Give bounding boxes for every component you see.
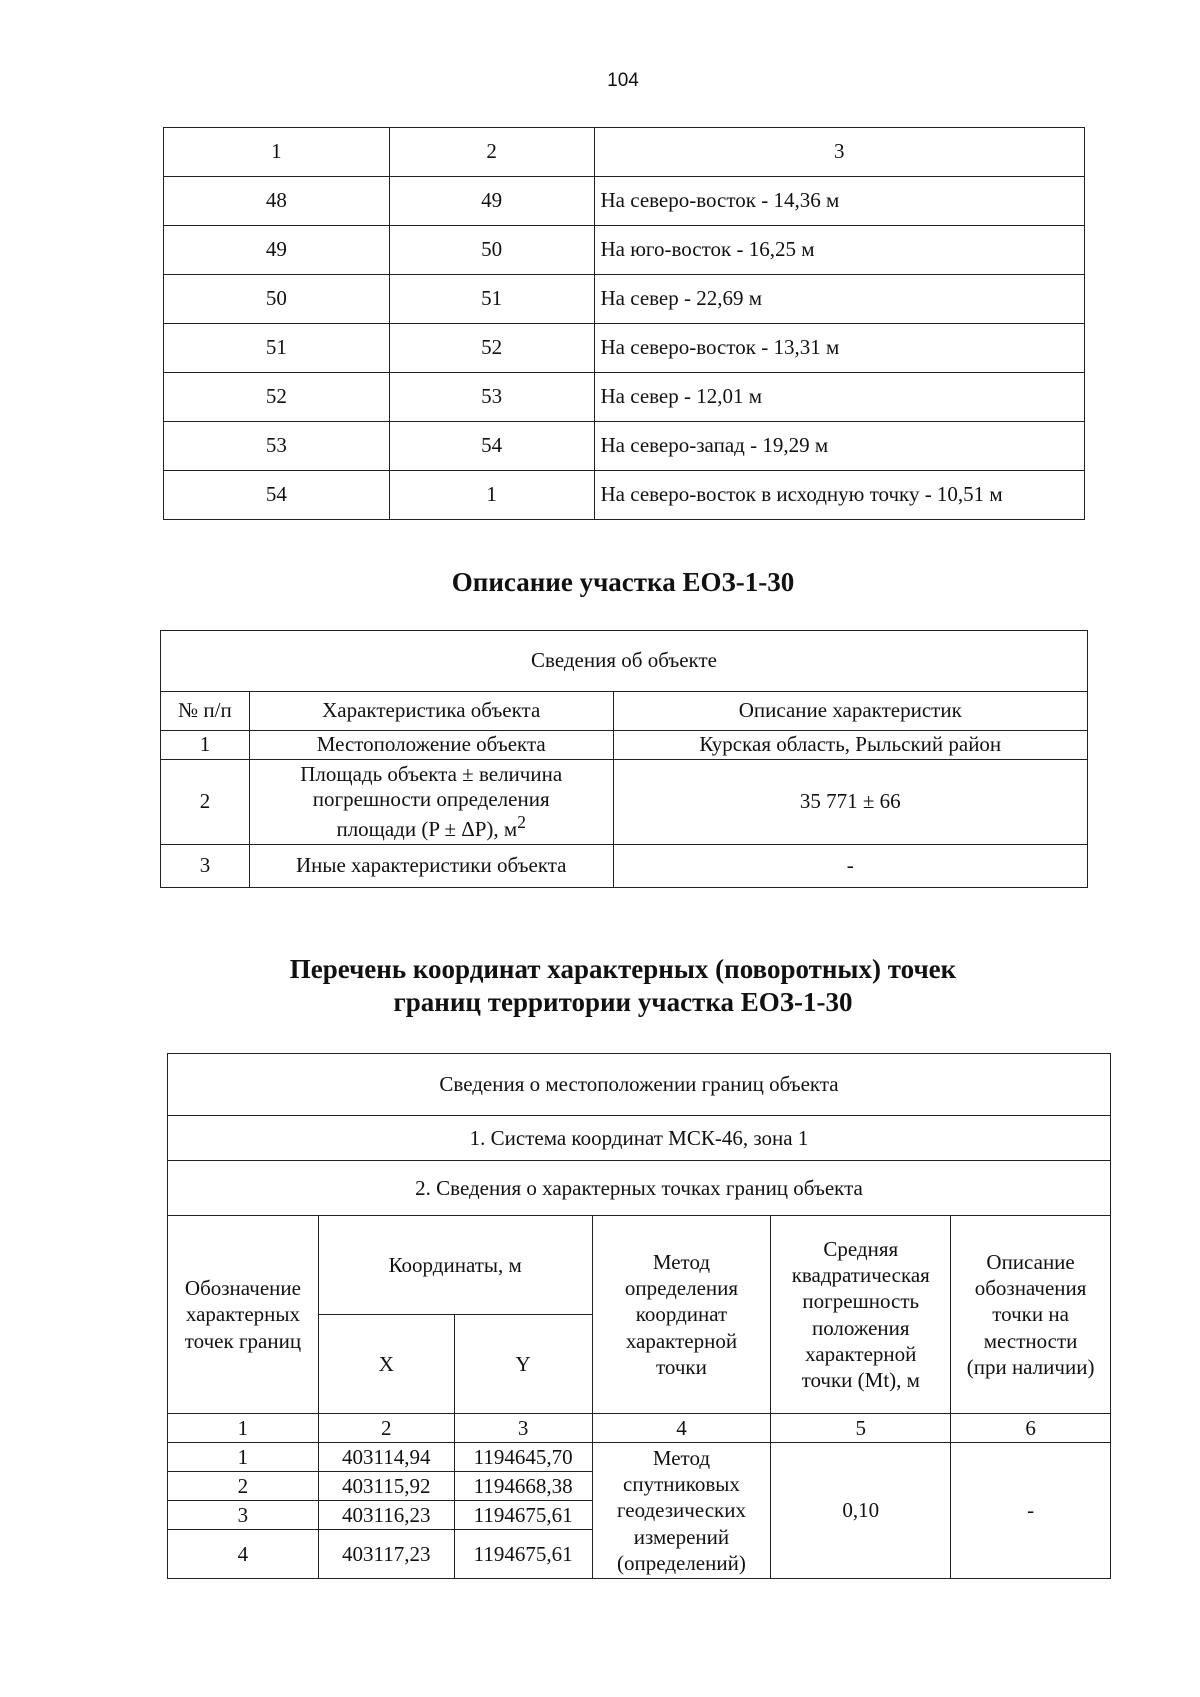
- header-line: Метод: [652, 1249, 711, 1274]
- direction-description: На северо-восток - 13,31 м: [594, 324, 1085, 373]
- table-row: [164, 422, 1085, 471]
- description-header: [951, 1216, 1111, 1414]
- x-coordinate: 403117,23: [318, 1530, 454, 1579]
- header-line: точек границ: [184, 1328, 302, 1353]
- from-point: 49: [164, 226, 390, 275]
- method-line: спутниковых: [623, 1472, 740, 1497]
- header-line: Средняя: [823, 1236, 899, 1261]
- point-number: 3: [168, 1501, 319, 1530]
- header-line: точки (Mt), м: [801, 1368, 920, 1392]
- to-point: 1: [389, 471, 594, 520]
- characteristic-name-line: [256, 812, 607, 842]
- table-row: [168, 1443, 1111, 1472]
- column-number: 5: [771, 1414, 951, 1443]
- method-line: геодезических: [616, 1498, 746, 1523]
- header-line: квадратическая: [791, 1263, 930, 1287]
- y-coordinate: 1194645,70: [454, 1443, 592, 1472]
- method-header: [592, 1216, 771, 1414]
- column-header: № п/п: [161, 692, 250, 731]
- characteristic-name-line: погрешности определения: [312, 786, 550, 811]
- x-coordinate: 403114,94: [318, 1443, 454, 1472]
- x-coordinate: 403116,23: [318, 1501, 454, 1530]
- page-number: 104: [607, 70, 639, 91]
- header-line: местности: [983, 1328, 1078, 1353]
- object-info-table: [160, 630, 1088, 888]
- column-number: 2: [389, 128, 594, 177]
- column-number-row: [168, 1414, 1111, 1443]
- header-line: характерных: [185, 1302, 300, 1327]
- coordinates-table: [167, 1053, 1111, 1579]
- table-row: [164, 226, 1085, 275]
- header-line: обозначения: [974, 1276, 1087, 1301]
- table-row: [164, 324, 1085, 373]
- from-point: 48: [164, 177, 390, 226]
- header-line: характерной: [805, 1341, 917, 1366]
- route-table: [163, 127, 1085, 520]
- row-number: 2: [161, 760, 250, 845]
- header-line: точки на: [992, 1302, 1069, 1327]
- table-caption: 1. Система координат МСК-46, зона 1: [168, 1116, 1111, 1161]
- section-title-line: границ территории участка ЕОЗ-1-30: [393, 987, 853, 1017]
- header-line: положения: [811, 1315, 910, 1340]
- direction-description: На север - 22,69 м: [594, 275, 1085, 324]
- column-number: 1: [164, 128, 390, 177]
- y-coordinate: 1194668,38: [454, 1472, 592, 1501]
- unit-superscript: 2: [517, 812, 526, 833]
- table-caption: Сведения об объекте: [161, 631, 1088, 692]
- table-caption: 2. Сведения о характерных точках границ объекта: [168, 1161, 1111, 1216]
- characteristic-value: -: [613, 845, 1087, 888]
- method-line: (определений): [617, 1550, 746, 1575]
- row-number: 3: [161, 845, 250, 888]
- coordinates-header: Координаты, м: [318, 1216, 592, 1315]
- column-number: 2: [318, 1414, 454, 1443]
- header-line: (при наличии): [966, 1354, 1095, 1379]
- method-value: [592, 1443, 771, 1579]
- table-header-row: [164, 128, 1085, 177]
- characteristic-name: Местоположение объекта: [249, 731, 613, 760]
- table-header-row: [168, 1216, 1111, 1315]
- point-number: 2: [168, 1472, 319, 1501]
- y-header: Y: [454, 1315, 592, 1414]
- x-coordinate: 403115,92: [318, 1472, 454, 1501]
- characteristic-name-line: Площадь объекта ± величина: [300, 761, 563, 786]
- header-line: характерной: [625, 1328, 738, 1353]
- point-number: 1: [168, 1443, 319, 1472]
- method-line: Метод: [652, 1445, 711, 1470]
- to-point: 51: [389, 275, 594, 324]
- table-row: [161, 760, 1088, 845]
- table-header-row: [161, 692, 1088, 731]
- table-row: [164, 275, 1085, 324]
- to-point: 53: [389, 373, 594, 422]
- table-row: [161, 731, 1088, 760]
- table-row: [164, 471, 1085, 520]
- x-header: X: [318, 1315, 454, 1414]
- to-point: 52: [389, 324, 594, 373]
- to-point: 50: [389, 226, 594, 275]
- table-row: [164, 177, 1085, 226]
- table-caption: Сведения о местоположении границ объекта: [168, 1054, 1111, 1116]
- from-point: 52: [164, 373, 390, 422]
- header-line: определения: [624, 1276, 739, 1301]
- y-coordinate: 1194675,61: [454, 1501, 592, 1530]
- from-point: 54: [164, 471, 390, 520]
- description-value: -: [951, 1443, 1111, 1579]
- header-line: погрешность: [802, 1289, 920, 1314]
- from-point: 50: [164, 275, 390, 324]
- column-header: Описание характеристик: [613, 692, 1087, 731]
- error-header: [771, 1216, 951, 1414]
- method-line: измерений: [633, 1524, 730, 1549]
- column-number: 4: [592, 1414, 771, 1443]
- table-row: [161, 845, 1088, 888]
- to-point: 49: [389, 177, 594, 226]
- section-title: [0, 953, 1200, 1019]
- from-point: 51: [164, 324, 390, 373]
- direction-description: На северо-восток в исходную точку - 10,51 м: [594, 471, 1085, 520]
- characteristic-value: Курская область, Рыльский район: [613, 731, 1087, 760]
- characteristic-name: [249, 760, 613, 845]
- direction-description: На север - 12,01 м: [594, 373, 1085, 422]
- direction-description: На северо-восток - 14,36 м: [594, 177, 1085, 226]
- section-title: Описание участка ЕОЗ-1-30: [451, 567, 795, 597]
- y-coordinate: 1194675,61: [454, 1530, 592, 1579]
- column-number: 3: [594, 128, 1085, 177]
- characteristic-value: 35 771 ± 66: [613, 760, 1087, 845]
- to-point: 54: [389, 422, 594, 471]
- column-number: 6: [951, 1414, 1111, 1443]
- column-header: Характеристика объекта: [249, 692, 613, 731]
- point-header: [168, 1216, 319, 1414]
- direction-description: На юго-восток - 16,25 м: [594, 226, 1085, 275]
- header-line: Описание: [986, 1249, 1075, 1274]
- direction-description: На северо-запад - 19,29 м: [594, 422, 1085, 471]
- table-row: [164, 373, 1085, 422]
- header-line: Обозначение: [184, 1276, 301, 1301]
- section-title-line: Перечень координат характерных (поворотных) точек: [289, 954, 957, 984]
- from-point: 53: [164, 422, 390, 471]
- header-line: точки: [656, 1354, 707, 1379]
- row-number: 1: [161, 731, 250, 760]
- characteristic-name-text: площади (P ± ΔP), м: [336, 817, 518, 842]
- column-number: 3: [454, 1414, 592, 1443]
- characteristic-name: Иные характеристики объекта: [249, 845, 613, 888]
- column-number: 1: [168, 1414, 319, 1443]
- error-value: 0,10: [771, 1443, 951, 1579]
- header-line: координат: [635, 1302, 728, 1327]
- point-number: 4: [168, 1530, 319, 1579]
